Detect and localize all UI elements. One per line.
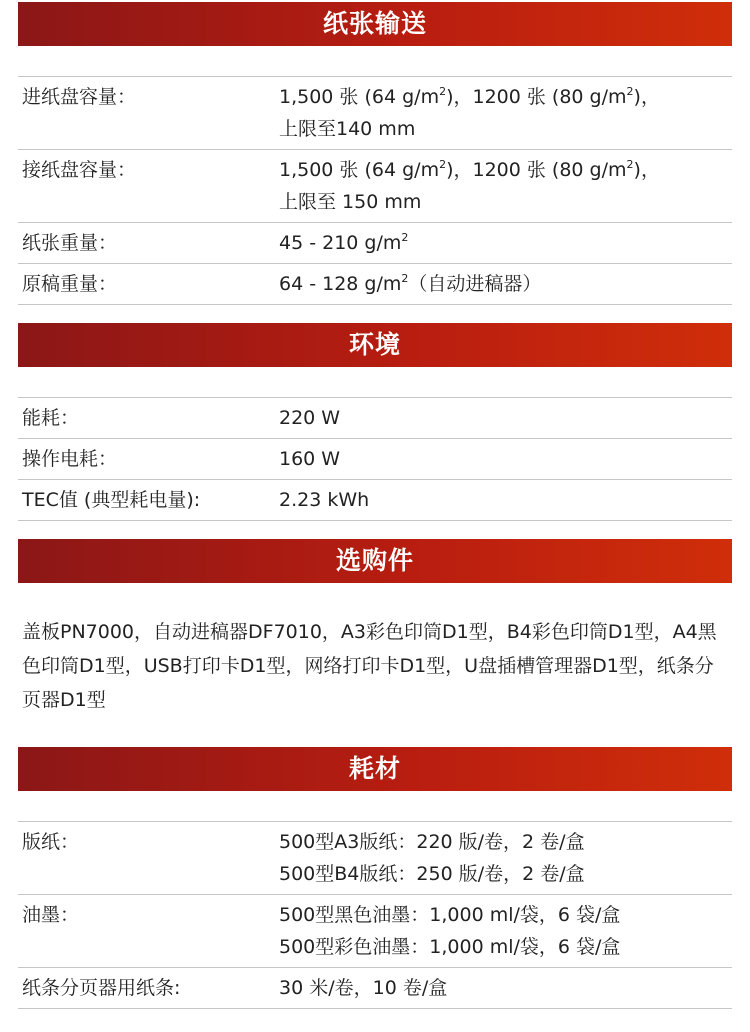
table-row [18, 968, 732, 1009]
value-line-1: 1,500 张 (64 $g/m^2$)，1200 张 (80 $g/m^2$)， [279, 158, 660, 181]
options-text: 盖板PN7000，自动进稿器DF7010，A3彩色印筒D1型，B4彩色印筒D1型，A4黑色印筒D1型，USB打印卡D1型，网络打印卡D1型，U盘插槽管理器D1型，纸条分页器D1型 [22, 621, 717, 711]
table-row [18, 480, 732, 521]
value-line: 30 米/卷，10 卷/盒 [279, 977, 448, 999]
consumables-table [18, 821, 732, 1009]
environment-table [18, 397, 732, 521]
table-row [18, 398, 732, 439]
row-label: 版纸： [22, 831, 80, 853]
row-value [275, 968, 732, 1009]
row-value: 2.23 kWh [279, 489, 370, 511]
row-label: 纸条分页器用纸条: [22, 977, 181, 999]
environment-section [18, 323, 732, 521]
row-value [275, 895, 732, 968]
section-title-consumables: 耗材 [18, 747, 732, 791]
row-label: 操作电耗： [22, 448, 118, 470]
row-label: 接纸盘容量： [22, 159, 137, 181]
row-label: TEC值 (典型耗电量): [22, 489, 201, 511]
table-row [18, 439, 732, 480]
section-title-paper-feed: 纸张输送 [18, 2, 732, 46]
row-value [275, 77, 732, 150]
value-line-2: 上限至 150 mm [279, 191, 422, 213]
options-section [18, 539, 732, 717]
value-line: 500型A3版纸：220 版/卷，2 卷/盒 [279, 831, 585, 853]
table-row [18, 150, 732, 223]
section-title-environment: 环境 [18, 323, 732, 367]
table-row [18, 895, 732, 968]
table-row [18, 264, 732, 305]
table-row [18, 77, 732, 150]
value-line: 500型黑色油墨：1,000 ml/袋，6 袋/盒 [279, 904, 621, 926]
value-line: 500型彩色油墨：1,000 ml/袋，6 袋/盒 [279, 936, 621, 958]
paper-feed-table [18, 76, 732, 305]
row-value: 220 W [279, 407, 341, 429]
row-label: 纸张重量： [22, 232, 118, 254]
row-label: 进纸盘容量： [22, 86, 137, 108]
value-line-2: 上限至140 mm [279, 118, 416, 140]
table-row [18, 822, 732, 895]
value-line: 500型B4版纸：250 版/卷，2 卷/盒 [279, 863, 585, 885]
paper-feed-section [18, 2, 732, 305]
row-label: 油墨： [22, 904, 80, 926]
row-value: 160 W [279, 448, 341, 470]
row-value [275, 150, 732, 223]
value-line-1: 1,500 张 (64 $g/m^2$)，1200 张 (80 $g/m^2$)， [279, 85, 660, 108]
row-label: 原稿重量： [22, 273, 118, 295]
consumables-section [18, 747, 732, 1009]
row-label: 能耗： [22, 407, 80, 429]
row-value [275, 822, 732, 895]
row-value: 45 - 210 $g/m^2$ [279, 231, 409, 254]
section-title-options: 选购件 [18, 539, 732, 583]
table-row [18, 223, 732, 264]
row-value: 64 - 128 $g/m^2$（自动进稿器） [279, 272, 542, 295]
